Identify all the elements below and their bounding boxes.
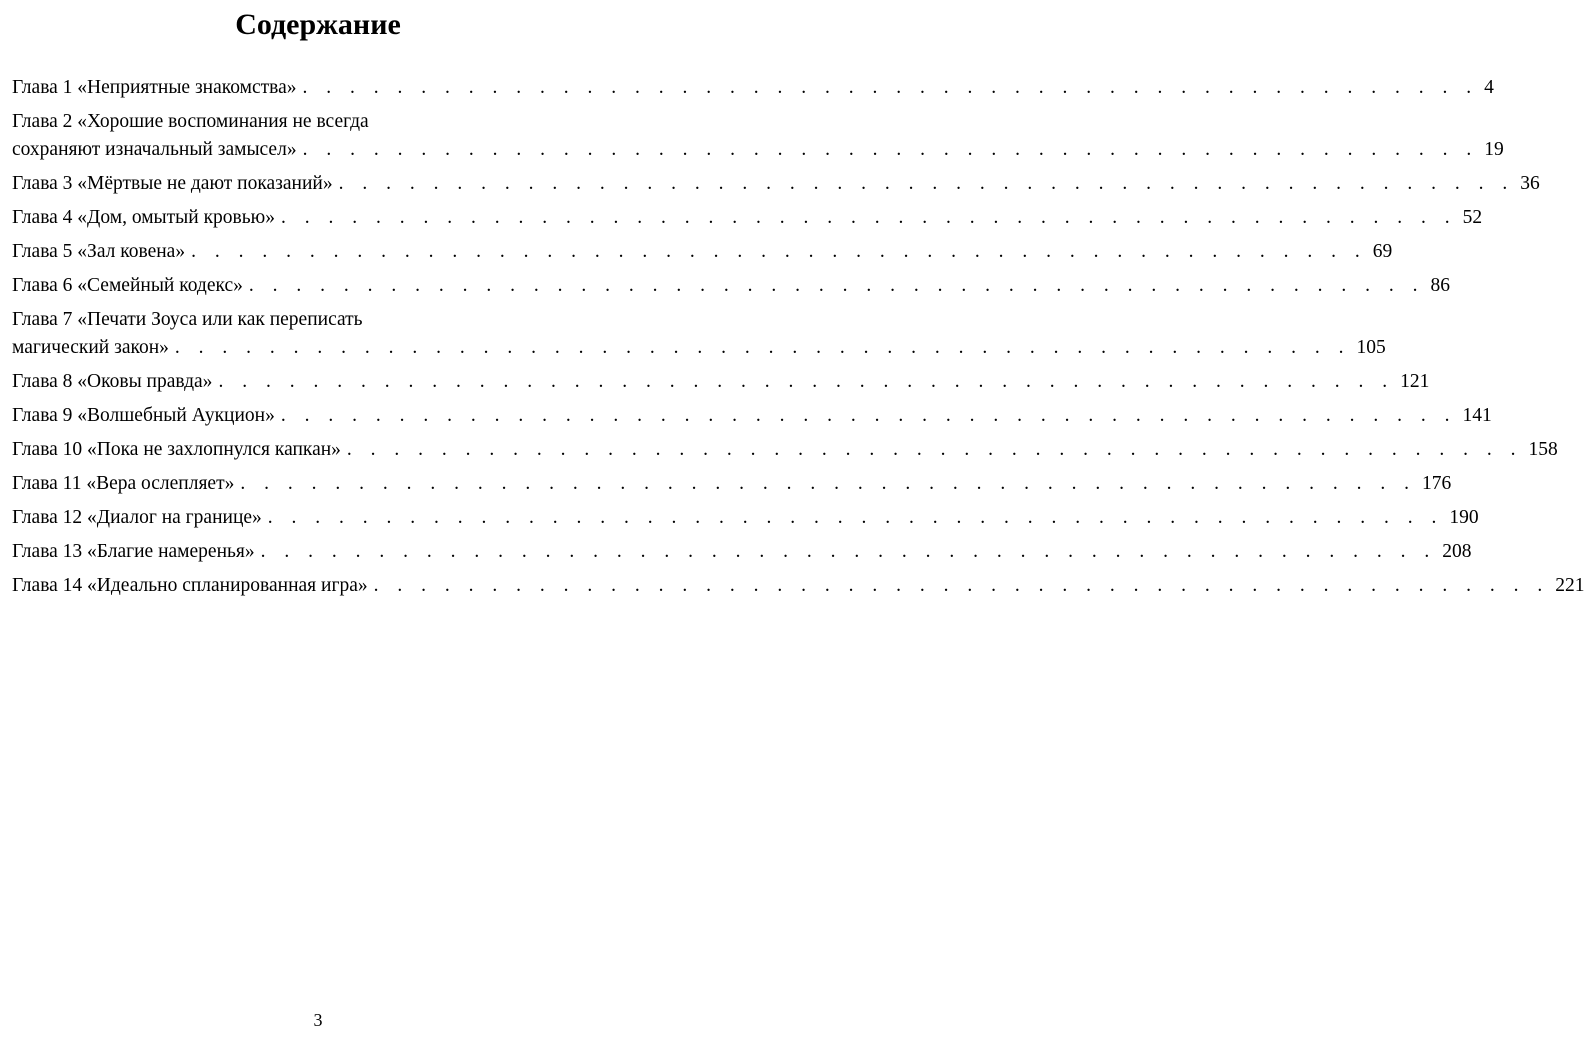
toc-entry-page: 52 xyxy=(1462,207,1483,228)
toc-entry-row xyxy=(12,538,1472,566)
toc-entry-page: 36 xyxy=(1520,173,1540,194)
toc-entry-title: Глава 11 «Вера ослепляет» xyxy=(12,473,235,494)
toc-entry-row xyxy=(12,572,1585,600)
toc-entry-row xyxy=(12,170,1540,198)
toc-entry-title: Глава 13 «Благие намеренья» xyxy=(12,541,255,562)
toc-entry xyxy=(12,470,1452,498)
dot-leader: . . . . . . . . . . . . . . . . . . . . . . . . . . . . . . . . . . . . . . . . . . . . . . . . . . xyxy=(373,575,1550,596)
toc-entry-page: 190 xyxy=(1449,507,1479,528)
dot-leader: . . . . . . . . . . . . . . . . . . . . . . . . . . . . . . . . . . . . . . . . . . . . . . . . . . xyxy=(338,173,1515,194)
toc-entry-page: 176 xyxy=(1421,473,1452,494)
toc-entry xyxy=(12,436,1558,464)
page-number: 3 xyxy=(313,1010,323,1030)
table-of-contents xyxy=(12,74,1585,606)
toc-entry-row xyxy=(12,334,1386,362)
dot-leader: . . . . . . . . . . . . . . . . . . . . . . . . . . . . . . . . . . . . . . . . . . . . . . . . . . xyxy=(280,405,1457,426)
toc-entry-title: Глава 1 «Неприятные знакомства» xyxy=(12,77,297,98)
toc-entry xyxy=(12,170,1540,198)
toc-entry xyxy=(12,572,1585,600)
toc-entry-title: Глава 14 «Идеально спланированная игра» xyxy=(12,575,368,596)
toc-entry xyxy=(12,74,1494,102)
toc-entry-title-line: Глава 7 «Печати Зоуса или как переписать xyxy=(12,309,363,330)
toc-entry-row xyxy=(12,204,1483,232)
dot-leader: . . . . . . . . . . . . . . . . . . . . . . . . . . . . . . . . . . . . . . . . . . . . . . . . . . xyxy=(267,507,1444,528)
toc-entry-page: 105 xyxy=(1356,337,1386,358)
toc-entry-page: 86 xyxy=(1430,275,1450,296)
toc-entry xyxy=(12,538,1472,566)
toc-entry-title: сохраняют изначальный замысел» xyxy=(12,139,297,160)
dot-leader: . . . . . . . . . . . . . . . . . . . . . . . . . . . . . . . . . . . . . . . . . . . . . . . . . . xyxy=(302,77,1479,98)
toc-entry-title: Глава 10 «Пока не захлопнулся капкан» xyxy=(12,439,341,460)
toc-entry-row xyxy=(12,238,1393,266)
toc-entry-row xyxy=(12,436,1558,464)
toc-entry xyxy=(12,402,1492,430)
dot-leader: . . . . . . . . . . . . . . . . . . . . . . . . . . . . . . . . . . . . . . . . . . . . . . . . . . xyxy=(218,371,1395,392)
dot-leader: . . . . . . . . . . . . . . . . . . . . . . . . . . . . . . . . . . . . . . . . . . . . . . . . . . xyxy=(346,439,1523,460)
toc-entry-page: 208 xyxy=(1442,541,1472,562)
toc-entry-page: 141 xyxy=(1462,405,1492,426)
dot-leader: . . . . . . . . . . . . . . . . . . . . . . . . . . . . . . . . . . . . . . . . . . . . . . . . . . xyxy=(302,139,1479,160)
toc-entry-page: 158 xyxy=(1528,439,1558,460)
toc-entry-title: Глава 9 «Волшебный Аукцион» xyxy=(12,405,275,426)
toc-entry xyxy=(12,504,1479,532)
toc-entry-page: 221 xyxy=(1555,575,1585,596)
toc-entry-row xyxy=(12,272,1450,300)
dot-leader: . . . . . . . . . . . . . . . . . . . . . . . . . . . . . . . . . . . . . . . . . . . . . . . . . . xyxy=(280,207,1457,228)
toc-entry-title: Глава 5 «Зал ковена» xyxy=(12,241,186,262)
toc-entry-page: 69 xyxy=(1372,241,1393,262)
dot-leader: . . . . . . . . . . . . . . . . . . . . . . . . . . . . . . . . . . . . . . . . . . . . . . . . . . xyxy=(248,275,1425,296)
toc-entry-row xyxy=(12,402,1492,430)
toc-entry xyxy=(12,306,1386,362)
toc-entry-title: магический закон» xyxy=(12,337,169,358)
toc-entry-page: 121 xyxy=(1400,371,1430,392)
toc-entry xyxy=(12,238,1393,266)
toc-entry-page: 4 xyxy=(1484,77,1494,98)
dot-leader: . . . . . . . . . . . . . . . . . . . . . . . . . . . . . . . . . . . . . . . . . . . . . . . . . . xyxy=(174,337,1351,358)
toc-entry-title-line: Глава 2 «Хорошие воспоминания не всегда xyxy=(12,111,369,132)
toc-entry-title: Глава 6 «Семейный кодекс» xyxy=(12,275,243,296)
dot-leader: . . . . . . . . . . . . . . . . . . . . . . . . . . . . . . . . . . . . . . . . . . . . . . . . . . xyxy=(260,541,1437,562)
toc-entry xyxy=(12,108,1504,164)
toc-entry xyxy=(12,272,1450,300)
toc-entry-row xyxy=(12,470,1452,498)
dot-leader: . . . . . . . . . . . . . . . . . . . . . . . . . . . . . . . . . . . . . . . . . . . . . . . . . . xyxy=(240,473,1416,494)
page-title: Содержание xyxy=(235,8,401,41)
toc-entry xyxy=(12,368,1430,396)
toc-entry-row xyxy=(12,136,1504,164)
toc-entry-page: 19 xyxy=(1484,139,1504,160)
toc-entry-row xyxy=(12,74,1494,102)
toc-entry-row xyxy=(12,368,1430,396)
dot-leader: . . . . . . . . . . . . . . . . . . . . . . . . . . . . . . . . . . . . . . . . . . . . . . . . . . xyxy=(191,241,1367,262)
toc-entry-title: Глава 12 «Диалог на границе» xyxy=(12,507,262,528)
toc-entry-row xyxy=(12,504,1479,532)
toc-entry xyxy=(12,204,1483,232)
toc-entry-title: Глава 4 «Дом, омытый кровью» xyxy=(12,207,275,228)
toc-entry-title: Глава 3 «Мёртвые не дают показаний» xyxy=(12,173,333,194)
toc-entry-title: Глава 8 «Оковы правда» xyxy=(12,371,213,392)
